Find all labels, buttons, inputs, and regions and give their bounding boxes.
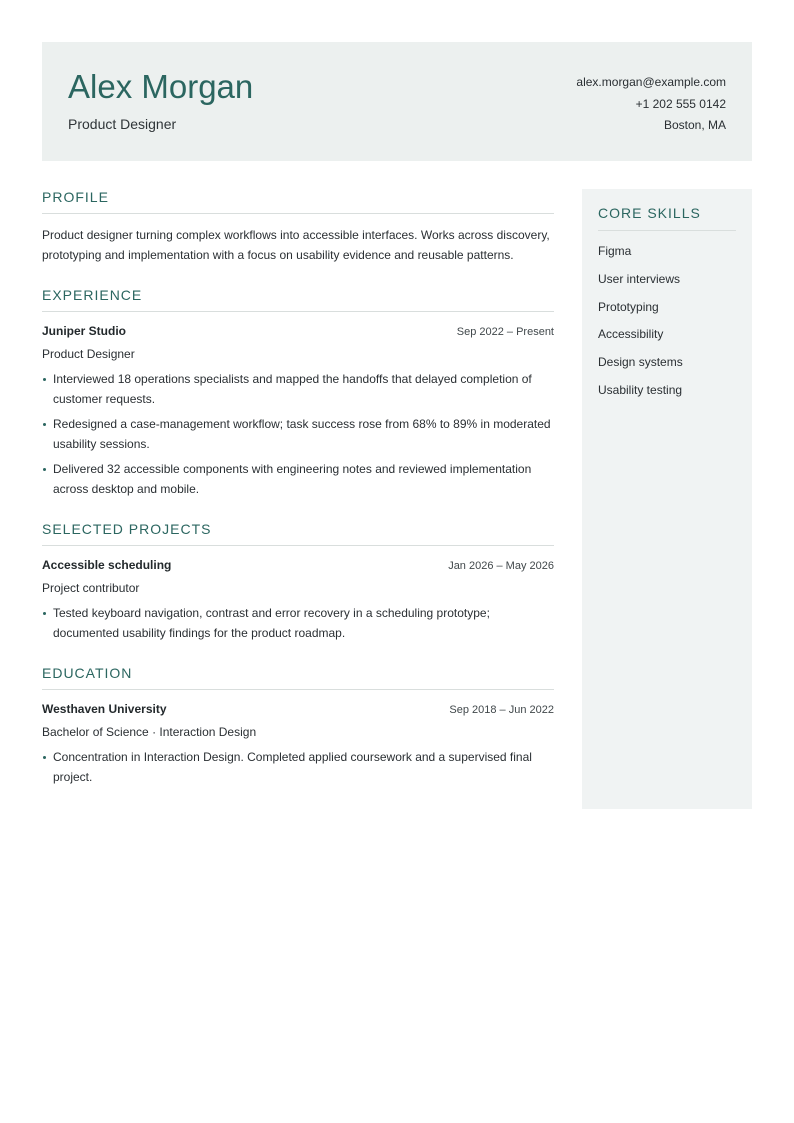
- section-title-experience: EXPERIENCE: [42, 287, 554, 312]
- entry-organization: Westhaven University: [42, 702, 167, 716]
- entry-dates: Jan 2026 – May 2026: [448, 560, 554, 572]
- main-column: [42, 189, 554, 809]
- skill-item: User interviews: [598, 271, 681, 286]
- entry-organization: Juniper Studio: [42, 324, 126, 338]
- skill-item: Prototyping: [598, 299, 659, 314]
- entry-organization: Accessible scheduling: [42, 558, 172, 572]
- project-entry: [42, 558, 554, 643]
- entry-role: Bachelor of Science · Interaction Design: [42, 725, 257, 739]
- bullet-item: Interviewed 18 operations specialists and mapped the handoffs that delayed completion of customer requests.: [42, 369, 554, 409]
- entry-role: Product Designer: [42, 347, 135, 361]
- resume-header: [42, 42, 752, 161]
- section-title-projects: SELECTED PROJECTS: [42, 521, 554, 546]
- candidate-role: Product Designer: [68, 116, 177, 132]
- experience-entry: [42, 324, 554, 499]
- bullet-item: Tested keyboard navigation, contrast and error recovery in a scheduling prototype; documented usability findings for the product roadmap.: [42, 603, 554, 643]
- skills-list: [598, 243, 736, 399]
- education-entry: [42, 702, 554, 787]
- skill-item: Accessibility: [598, 327, 664, 342]
- profile-section: [42, 189, 554, 265]
- section-title-profile: PROFILE: [42, 189, 554, 214]
- education-section: [42, 665, 554, 787]
- profile-text: Product designer turning complex workflows into accessible interfaces. Works across discovery, prototyping and implementation with a focus on usability evidence and reusable patterns.: [42, 228, 550, 262]
- skill-item: Design systems: [598, 355, 683, 370]
- skill-item: Figma: [598, 244, 632, 258]
- entry-role: Project contributor: [42, 581, 140, 595]
- entry-header: [42, 558, 554, 576]
- bullet-item: Redesigned a case-management workflow; task success rose from 68% to 89% in moderated usability sessions.: [42, 414, 554, 454]
- candidate-name: Alex Morgan: [68, 68, 254, 105]
- skills-sidebar: [582, 189, 752, 809]
- entry-dates: Sep 2022 – Present: [456, 326, 554, 338]
- contact-block: [576, 72, 726, 137]
- section-title-skills: CORE SKILLS: [598, 205, 736, 231]
- skill-item: Usability testing: [598, 382, 683, 397]
- projects-section: [42, 521, 554, 643]
- bullet-list: [42, 603, 554, 643]
- bullet-list: [42, 747, 554, 787]
- contact-email[interactable]: alex.morgan@example.com: [576, 75, 726, 89]
- entry-header: [42, 702, 554, 720]
- contact-phone: +1 202 555 0142: [635, 96, 726, 111]
- entry-dates: Sep 2018 – Jun 2022: [449, 704, 554, 716]
- bullet-item: Concentration in Interaction Design. Completed applied coursework and a supervised final project.: [42, 747, 554, 787]
- section-title-education: EDUCATION: [42, 665, 554, 690]
- entry-header: [42, 324, 554, 342]
- experience-section: [42, 287, 554, 499]
- bullet-item: Delivered 32 accessible components with engineering notes and reviewed implementation across desktop and mobile.: [42, 459, 554, 499]
- bullet-list: [42, 369, 554, 499]
- contact-location: Boston, MA: [663, 118, 726, 133]
